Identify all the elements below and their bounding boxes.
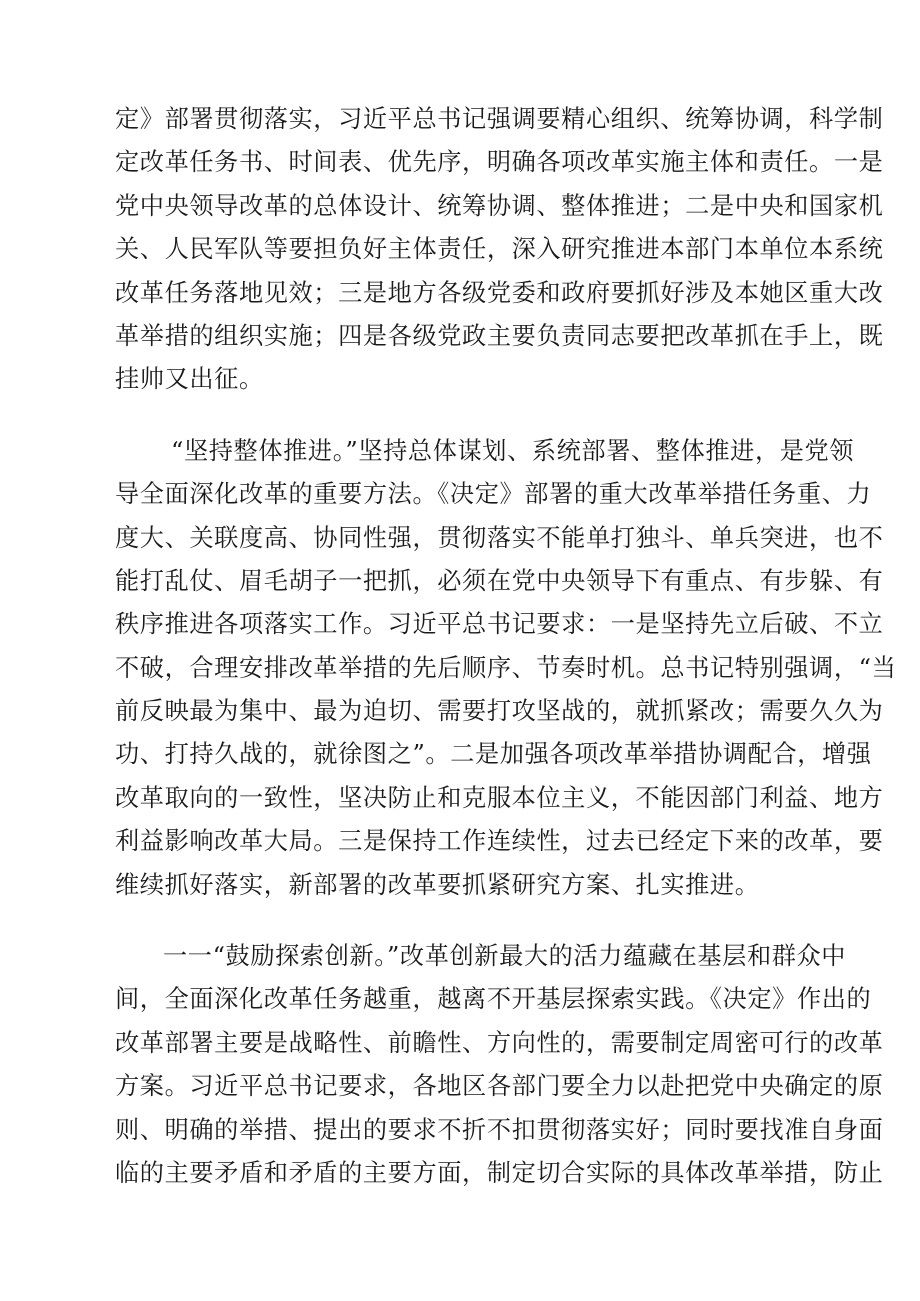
text-line: 改革任务落地见效；三是地方各级党委和政府要抓好涉及本她区重大改 xyxy=(115,278,884,307)
text-line: 则、明确的举措、提出的要求不折不扣贯彻落实好；同时要找准自身面 xyxy=(115,1115,884,1144)
text-line-indented: 一一“鼓励探索创新。”改革创新最大的活力蕴藏在基层和群众中 xyxy=(163,942,847,971)
text-line: 关、人民军队等要担负好主体责任，深入研究推进本部门本单位本系统 xyxy=(115,235,884,264)
text-line: 定》部署贯彻落实，习近平总书记强调要精心组织、统筹协调，科学制 xyxy=(115,105,884,133)
text-line: 不破，合理安排改革举措的先后顺序、节奏时机。总书记特别强调，“当 xyxy=(115,653,897,682)
text-line: 定改革任务书、时间表、优先序，明确各项改革实施主体和责任。一是 xyxy=(115,148,884,177)
paragraph-gap xyxy=(115,402,831,430)
text-line: 前反映最为集中、最为迫切、需要打攻坚战的，就抓紧改；需要久久为 xyxy=(115,697,884,726)
text-line: 秩序推进各项落实工作。习近平总书记要求：一是坚持先立后破、不立 xyxy=(115,610,884,639)
paragraph-3 xyxy=(115,935,884,1195)
text-line: 能打乱仗、眉毛胡子一把抓，必须在党中央领导下有重点、有步躲、有 xyxy=(115,566,884,595)
text-line: 挂帅又出征。 xyxy=(115,365,264,394)
text-line-indented: “坚持整体推进。”坚持总体谋划、系统部署、整体推进，是党领 xyxy=(171,436,855,465)
text-line: 方案。习近平总书记要求，各地区各部门要全力以赴把党中央确定的原 xyxy=(115,1072,884,1101)
text-line: 党中央领导改革的总体设计、统筹协调、整体推进；二是中央和国家机 xyxy=(115,191,884,220)
text-line: 间，全面深化改革任务越重，越离不开基层探索实践。《决定》作出的 xyxy=(115,985,872,1014)
text-line: 利益影响改革大局。三是保持工作连续性，过去已经定下来的改革，要 xyxy=(115,827,884,856)
text-line: 功、打持久战的，就徐图之”。二是加强各项改革举措协调配合，增强 xyxy=(115,740,872,769)
document-body xyxy=(115,98,897,1195)
text-line: 改革部署主要是战略性、前瞻性、方向性的，需要制定周密可行的改革 xyxy=(115,1028,884,1057)
text-line: 度大、关联度高、协同性强，贯彻落实不能单打独斗、单兵突进，也不 xyxy=(115,523,884,552)
paragraph-2 xyxy=(115,430,897,907)
text-line: 导全面深化改革的重要方法。《决定》部署的重大改革举措任务重、力 xyxy=(115,480,872,509)
text-line: 革举措的组织实施；四是各级党政主要负责同志要把改革抓在手上，既 xyxy=(115,321,884,350)
paragraph-1 xyxy=(115,98,884,402)
text-line: 维续抓好落实，新部署的改革要抓紧研究方案、扎实推进。 xyxy=(115,870,760,899)
text-line: 改革取向的一致性，坚决防止和克服本位主义，不能因部门利益、地方 xyxy=(115,783,884,812)
text-line: 临的主要矛盾和矛盾的主要方面，制定切合实际的具体改革举措，防止 xyxy=(115,1158,884,1187)
paragraph-gap xyxy=(115,907,831,935)
